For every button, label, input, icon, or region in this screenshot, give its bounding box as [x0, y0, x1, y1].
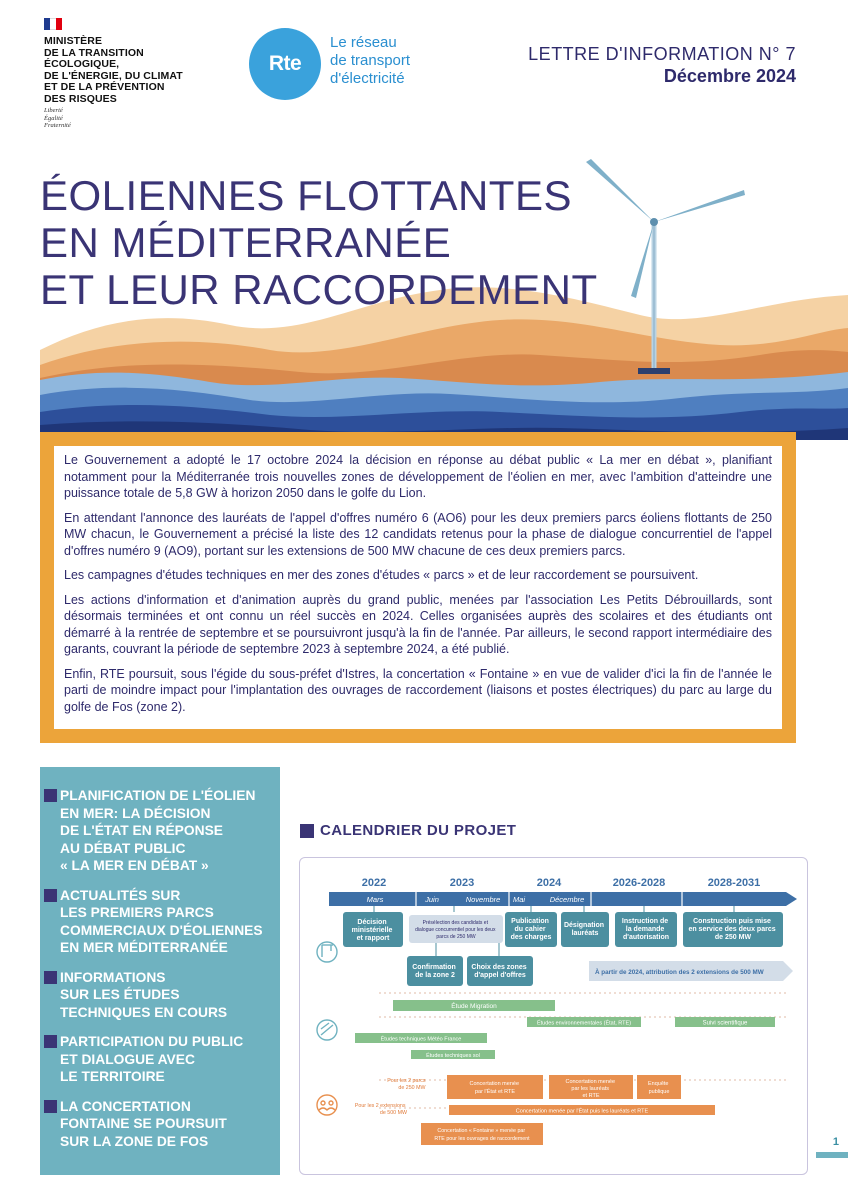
rte-logo: Rte [249, 28, 321, 100]
contents-line: ET DIALOGUE AVEC [60, 1051, 195, 1067]
contents-line: INFORMATIONS [60, 969, 166, 985]
svg-text:Pour les 2 parcs de 250 MW [355, 1078, 427, 1116]
milestone-text: Construction puis mise [693, 918, 771, 925]
month-label: Mars [366, 895, 384, 904]
study-label: Études techniques Météo France [380, 1036, 462, 1043]
contents-line: EN MER MÉDITERRANÉE [60, 940, 228, 955]
motto-line: Fraternité [44, 122, 71, 129]
ministry-line: DES RISQUES [44, 92, 117, 105]
intro-paragraph: Enfin, RTE poursuit, sous l'égide du sous-préfet d'Istres, la concertation « Fontaine » en vue de valider d'ici la fin de l'année le parti de moindre impact pour l'implantation des ouvrages de raccordement (liaisons et postes électriques) du parc au large du golfe de Fos (zone 2). [64, 666, 772, 714]
newsletter-header [528, 44, 796, 87]
contents-item[interactable] [44, 887, 272, 957]
contents-sidebar [40, 767, 280, 1175]
milestone-text: lauréats [571, 930, 599, 937]
concertation-bar [637, 1075, 681, 1099]
contents-line: TECHNIQUES EN COURS [60, 1004, 228, 1020]
ministry-line: DE LA TRANSITION [44, 46, 144, 59]
contents-item[interactable] [44, 787, 272, 875]
svg-text:Instruction de la demande [622, 918, 670, 941]
study-label: Études environnementales (État, RTE) [536, 1020, 632, 1027]
rte-tagline-line: d'électricité [330, 70, 405, 87]
svg-text:Choix des zones d'appel d' [471, 964, 528, 979]
square-bullet-icon [44, 1035, 57, 1048]
newsletter-number: LETTRE D'INFORMATION N° 7 [528, 44, 796, 64]
ministry-line: ÉCOLOGIQUE, [44, 58, 120, 70]
milestone-text: du cahier [514, 926, 546, 933]
milestone-text: parcs de 250 MW [436, 934, 476, 940]
sub-milestone-box [407, 956, 463, 986]
rte-tagline-line: Le réseau [330, 34, 397, 51]
contents-item[interactable] [44, 1033, 272, 1086]
ministry-line: ET DE LA PRÉVENTION [44, 81, 165, 93]
sub-milestone-text: Confirmation [412, 964, 456, 971]
study-label: Études techniques sol [426, 1053, 480, 1059]
milestone-text: de 250 MW [714, 934, 752, 941]
month-label: Juin [425, 895, 439, 904]
contents-item[interactable] [44, 1098, 272, 1151]
concertation-text: Concertation menée par l'État puis les lauréats et RTE [515, 1108, 649, 1115]
concertation-bar [447, 1075, 543, 1099]
svg-text:Confirmation de la zone 2 [412, 964, 458, 979]
concertation-label: de 500 MW [379, 1110, 407, 1116]
contents-line: EN MER: LA DÉCISION [60, 805, 211, 821]
concertation-text: Concertation menée [469, 1081, 519, 1087]
square-bullet-icon [44, 889, 57, 902]
year-label: 2026-2028 [612, 877, 666, 889]
intro-paragraph: Les actions d'information et d'animation auprès du grand public, menées par l'association Les Petits Débrouillards, sont désormais terminées et ont connu un réel succès en 2024. Celles organisées auprès des scolaires et des étudiants ont démarré à la rentrée de septembre et se poursuivront jusqu'à la fin de l'année. Par ailleurs, le second rapport intermédiaire des garants, couvrant la période de septembre 2023 à septembre 2024, a été publié. [64, 592, 772, 656]
concertation-text: et RTE [582, 1093, 600, 1099]
sub-milestone-box [467, 956, 533, 986]
title-line: EN MÉDITERRANÉE [40, 219, 452, 266]
contents-line: ACTUALITÉS SUR [60, 887, 181, 903]
concertation-text: publique [648, 1089, 670, 1095]
intro-paragraph: Le Gouvernement a adopté le 17 octobre 2024 la décision en réponse au débat public « La mer en débat », planifiant notamment pour la Méditerranée trois nouvelles zones de développement de l'éolien en mer, avec l'ambition d'atteindre une puissance totale de 5,8 GW à horizon 2050 dans le golfe du Lion. [64, 453, 772, 500]
milestone-text: d'autorisation [623, 934, 669, 941]
square-bullet-icon [300, 824, 314, 838]
concertation-text: RTE pour les ouvrages de raccordement [434, 1136, 530, 1142]
page-number: 1 [832, 1136, 839, 1148]
concertation-label: Pour les 2 parcs [387, 1078, 426, 1084]
ministry-logo [44, 36, 194, 130]
sub-milestone-text: Choix des zones [471, 964, 527, 971]
motto-line: Égalité [44, 114, 63, 122]
milestone-text: Publication [511, 918, 549, 925]
newsletter-date: Décembre 2024 [663, 66, 796, 86]
milestone-text: ministérielle [351, 927, 393, 934]
concertation-label: Pour les 2 extensions [354, 1103, 406, 1109]
rte-tagline [330, 34, 410, 88]
concertation-text: par les lauréats [571, 1086, 610, 1092]
calendar-heading [300, 822, 516, 839]
contents-line: FONTAINE SE POURSUIT [60, 1116, 227, 1131]
intro-paragraph: Les campagnes d'études techniques en mer des zones d'études « parcs » et de leur raccordement se poursuivent. [64, 568, 699, 582]
contents-line: COMMERCIAUX D'ÉOLIENNES [60, 922, 263, 938]
svg-text:Décision ministérielle [352, 919, 395, 942]
square-bullet-icon [44, 1100, 57, 1113]
intro-box [40, 432, 796, 743]
month-label: Mai [512, 895, 526, 904]
milestone-text: Désignation [563, 922, 605, 929]
contents-line: SUR LA ZONE DE FOS [60, 1133, 209, 1149]
calendar-title: CALENDRIER DU PROJET [320, 822, 517, 839]
study-label: Étude Migration [451, 1003, 497, 1010]
square-bullet-icon [44, 789, 57, 802]
concertation-text: Concertation menée [565, 1079, 615, 1085]
square-bullet-icon [44, 971, 57, 984]
ministry-line: MINISTÈRE [44, 35, 103, 47]
contents-line: PARTICIPATION DU PUBLIC [60, 1034, 244, 1049]
milestone-text: des charges [510, 934, 552, 941]
year-label: 2023 [449, 877, 475, 889]
month-label: Décembre [549, 895, 585, 904]
study-label: Suivi scientifique [702, 1020, 748, 1027]
concertation-text: Concertation « Fontaine » menée par [437, 1128, 526, 1134]
year-label: 2028-2031 [707, 877, 761, 889]
study-icon [317, 1020, 337, 1040]
crane-icon [317, 942, 337, 962]
milestone-text: et rapport [356, 935, 390, 942]
motto-line: Liberté [44, 107, 63, 114]
rte-tagline-line: de transport [330, 52, 411, 69]
milestone-text: la demande [625, 926, 665, 933]
contents-line: DE L'ÉTAT EN RÉPONSE [60, 823, 223, 838]
concertation-text: Enquête [647, 1081, 669, 1087]
milestone-text: en service des deux parcs [688, 926, 776, 933]
year-label: 2024 [536, 877, 562, 889]
svg-text:Publication du cahier [511, 918, 552, 941]
title-line: ÉOLIENNES FLOTTANTES [40, 172, 572, 219]
milestone-text: dialogue concurrentiel pour les deux [415, 927, 496, 933]
year-label: 2022 [361, 877, 387, 889]
concertation-text: par l'État et RTE [474, 1089, 516, 1095]
title-line: ET LEUR RACCORDEMENT [40, 266, 598, 313]
ministry-line: DE L'ÉNERGIE, DU CLIMAT [44, 69, 183, 82]
contents-line: LA CONCERTATION [60, 1098, 191, 1114]
contents-line: LES PREMIERS PARCS [60, 905, 214, 920]
people-icon [317, 1095, 337, 1115]
contents-line: AU DÉBAT PUBLIC [60, 840, 186, 856]
contents-line: PLANIFICATION DE L'ÉOLIEN [60, 788, 256, 803]
concertation-label: de 250 MW [398, 1085, 426, 1091]
contents-item[interactable] [44, 969, 272, 1022]
intro-paragraph: En attendant l'annonce des lauréats de l'appel d'offres numéro 6 (AO6) pour les deux premiers parcs éoliens flottants de 250 MW chacun, le Gouvernement a précisé la liste des 12 candidats retenus pour la phase de dialogue concurrentiel de l'appel d'offres numéro 9 (AO9), portant sur les extensions de 500 MW chacune de ces deux premiers parcs. [64, 510, 772, 558]
contents-line: « LA MER EN DÉBAT » [60, 858, 209, 873]
month-label: Novembre [465, 895, 501, 904]
contents-line: SUR LES ÉTUDES [60, 987, 180, 1002]
extension-note: À partir de 2024, attribution des 2 extensions de 500 MW [595, 969, 764, 976]
sub-milestone-text: d'appel d'offres [474, 972, 526, 979]
milestone-text: Décision [357, 919, 387, 926]
french-flag-icon [44, 18, 62, 30]
page-footer-bar [816, 1152, 848, 1158]
milestone-text: Présélection des candidats et [422, 920, 488, 926]
calendar-timeline [299, 857, 808, 1175]
page-title [40, 172, 620, 313]
sub-milestone-text: de la zone 2 [415, 972, 455, 979]
contents-line: LE TERRITOIRE [60, 1069, 165, 1084]
milestone-text: Instruction de [621, 918, 669, 925]
